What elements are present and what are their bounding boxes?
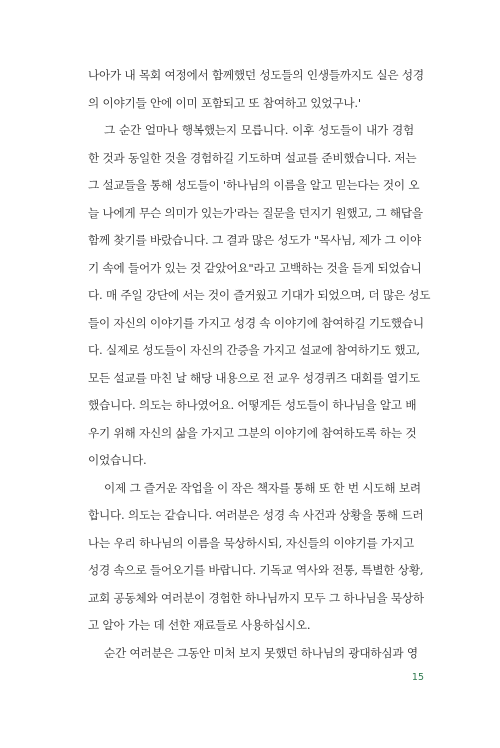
text-line: 순간 여러분은 그동안 미처 보지 못했던 하나님의 광대하심과 영 [104,645,418,660]
text-line: 함께 찾기를 바랐습니다. 그 결과 많은 성도가 "목사님, 제가 그 이야 [88,233,421,247]
text-line: 그 설교들을 통해 성도들이 '하나님의 이름을 알고 믿는다는 것이 오 [88,178,420,192]
text-line: 이제 그 즐거운 작업을 이 작은 책자를 통해 또 한 번 시도해 보려 [104,480,421,495]
text-line: 다. 매 주일 강단에 서는 것이 즐거웠고 기대가 되었으며, 더 많은 성도 [88,288,431,302]
text-line: 나아가 내 목회 여정에서 함께했던 성도들의 인생들까지도 실은 성경 [88,68,424,82]
page-body-text [88,62,431,667]
text-line: 의 이야기들 안에 이미 포함되고 또 참여하고 있었구나.' [88,95,361,110]
text-line: 했습니다. 의도는 하나였어요. 어떻게든 성도들이 하나님을 알고 배 [88,398,417,412]
text-line: 다. 실제로 성도들이 자신의 간증을 가지고 설교에 참여하기도 했고, [88,343,420,357]
text-line: 모든 설교를 마친 날 해당 내용으로 전 교우 성경퀴즈 대회를 열기도 [88,370,420,385]
paragraph [88,117,431,475]
text-line: 기 속에 들어가 있는 것 같았어요"라고 고백하는 것을 듣게 되었습니 [88,260,422,275]
text-line: 들이 자신의 이야기를 가지고 성경 속 이야기에 참여하길 기도했습니 [88,315,424,330]
paragraph [88,475,424,640]
text-line: 한 것과 동일한 것을 경험하길 기도하며 설교를 준비했습니다. 저는 [88,150,417,165]
text-line: 늘 나에게 무슨 의미가 있는가'라는 질문을 던지기 원했고, 그 해답을 [88,205,423,220]
text-line: 우기 위해 자신의 삶을 가지고 그분의 이야기에 참여하도록 하는 것 [88,425,417,440]
text-line: 교회 공동체와 여러분이 경험한 하나님까지 모두 그 하나님을 묵상하 [88,590,424,605]
text-line: 이었습니다. [88,453,147,467]
page-number: 15 [411,672,424,683]
text-line: 합니다. 의도는 같습니다. 여러분은 성경 속 사건과 상황을 통해 드러 [88,508,424,522]
text-line: 그 순간 얼마나 행복했는지 모릅니다. 이후 성도들이 내가 경험 [104,123,414,137]
paragraph-continuation [88,62,424,117]
paragraph [88,640,418,668]
text-line: 고 알아 가는 데 선한 재료들로 사용하십시오. [88,618,311,632]
text-line: 나는 우리 하나님의 이름을 묵상하시되, 자신들의 이야기를 가지고 [88,535,414,550]
text-line: 성경 속으로 들어오기를 바랍니다. 기독교 역사와 전통, 특별한 상황, [88,563,424,577]
